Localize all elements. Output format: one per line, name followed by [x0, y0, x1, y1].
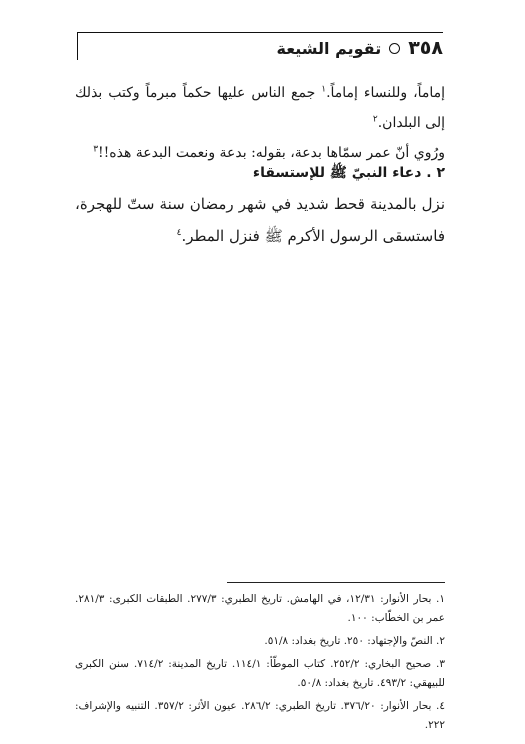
book-title: تقويم الشيعة	[276, 38, 382, 58]
footnote-ref-1: ١	[321, 84, 327, 95]
paragraph-2	[75, 188, 445, 252]
section-number: ٢	[436, 165, 445, 181]
running-header	[77, 32, 443, 62]
footnote-2: ٢. النصّ والإجتهاد: ٢٥٠. تاريخ بغداد: ٥١/٨.	[264, 635, 445, 647]
section-separator: .	[426, 165, 432, 181]
header-content	[276, 37, 443, 59]
paragraph-1-line-1	[75, 78, 445, 138]
header-top-rule	[77, 32, 443, 33]
section-title: دعاء النبيّ ﷺ للإستسقاء	[252, 165, 422, 181]
footnotes	[75, 590, 445, 739]
circle-ornament-icon	[389, 43, 400, 54]
footnote-separator	[227, 582, 445, 583]
header-side-rule	[77, 32, 78, 60]
footnote-1: ١. بحار الأنوار: ١٢/٣١، في الهامش. تاريخ الطبري: ٢٧٧/٣. الطبقات الكبرى: ٢٨١/٣. عمر بن الخطّاب: ١٠٠.	[75, 593, 445, 624]
paragraph-1-text-c: ورُوي أنّ عمر سمّاها بدعة، بقوله: بدعة ونعمت البدعة هذه!!	[98, 145, 445, 161]
paragraph-1-text-a: إماماً، وللنساء إماماً.	[326, 85, 446, 101]
paragraph-2-body	[75, 188, 445, 252]
footnote-4: ٤. بحار الأنوار: ٣٧٦/٢٠. تاريخ الطبري: ٢٨٦/٢. عيون الأثر: ٣٥٧/٢. التنبيه والإشراف: ٢٢٢.	[75, 700, 445, 731]
paragraph-1-text-b: جمع الناس عليها حكماً مبرماً وكتب بذلك إلى البلدان.	[75, 85, 445, 131]
footnote-ref-2: ٢	[372, 114, 378, 125]
page-number: ٣٥٨	[408, 37, 443, 59]
paragraph-1	[75, 78, 445, 168]
footnote-ref-4: ٤	[176, 228, 182, 238]
footnote-ref-3: ٣	[93, 144, 99, 155]
footnote-3: ٣. صحيح البخاري: ٢٥٢/٢. كتاب الموطّأ: ١١٤/١. تاريخ المدينة: ٧١٤/٢. سنن الكبرى للبيهقي: ٤٩٣/٢. تاريخ بغداد: ٥٠/٨.	[75, 658, 445, 689]
section-heading	[75, 162, 445, 184]
paragraph-2-text: نزل بالمدينة قحط شديد في شهر رمضان سنة ستّ للهجرة، فاستسقى الرسول الأكرم ﷺ فنزل المطر.	[75, 195, 445, 245]
